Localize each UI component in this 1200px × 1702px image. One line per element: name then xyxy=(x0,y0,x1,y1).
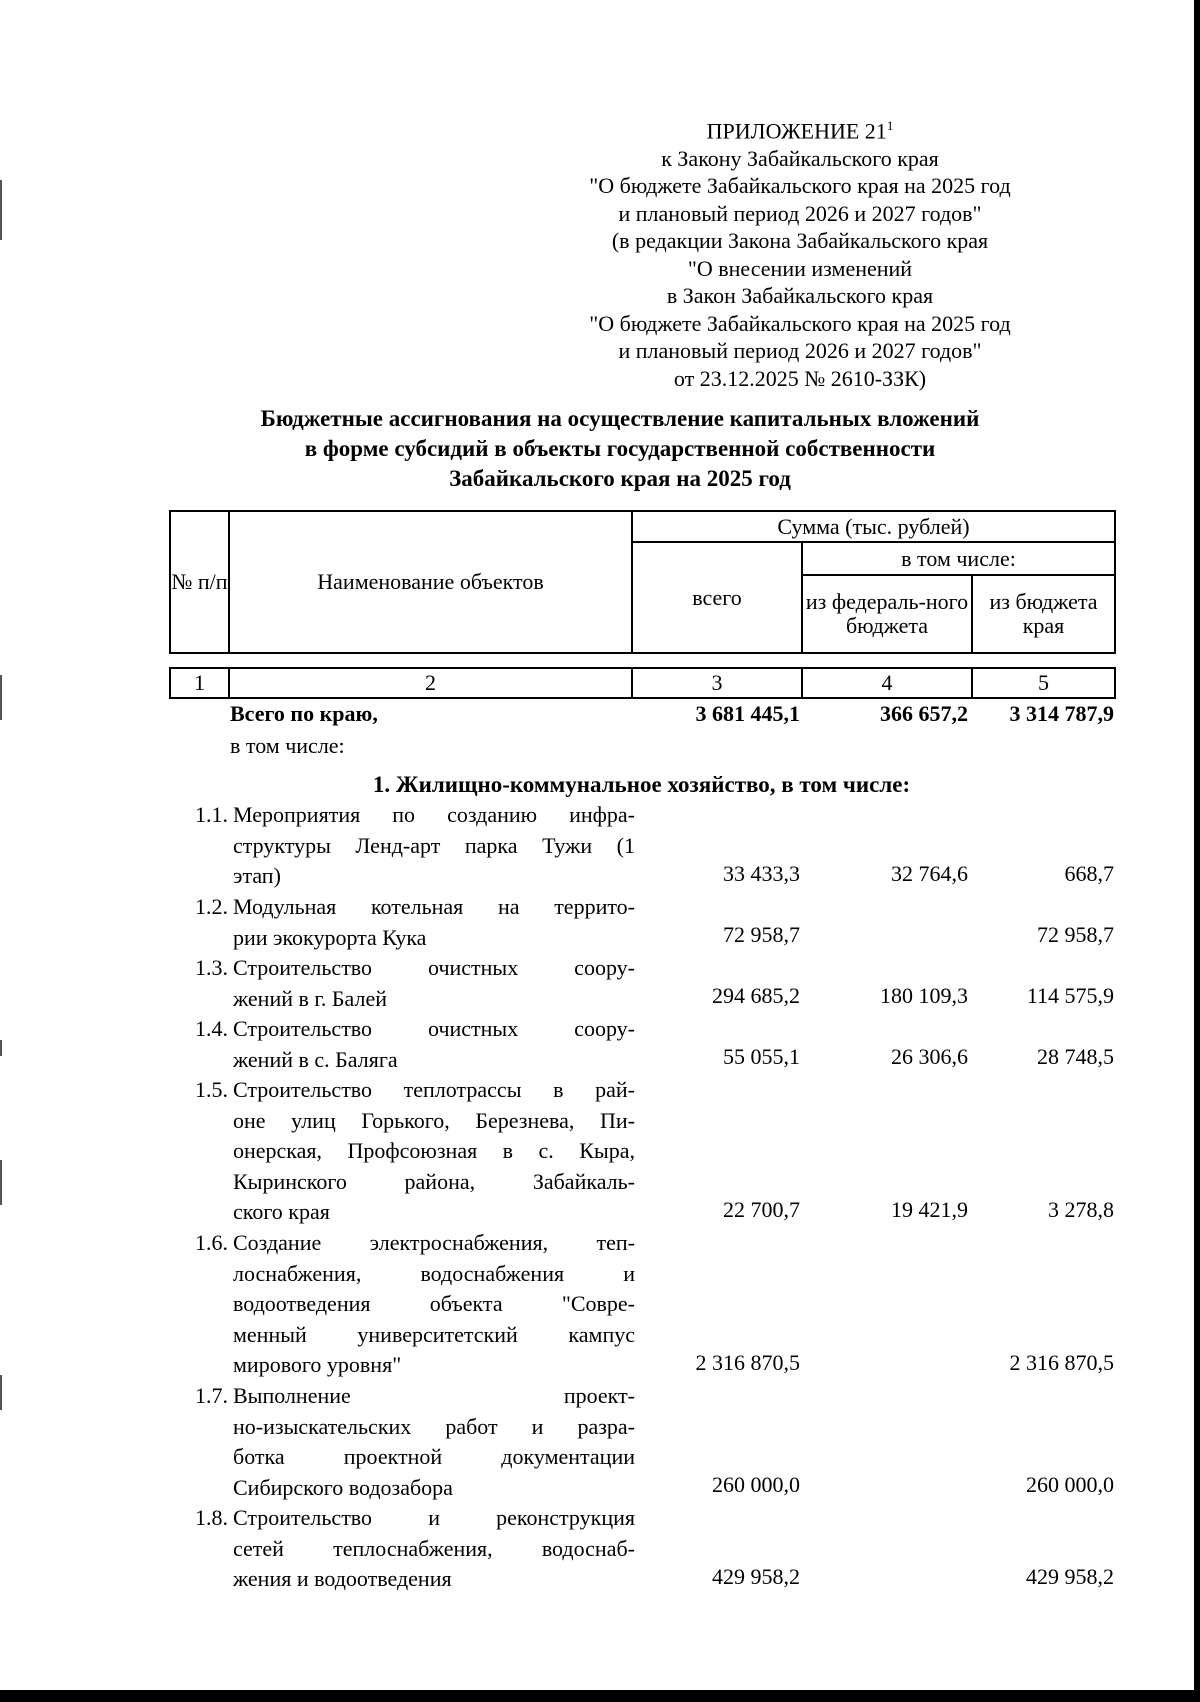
header-line: "О бюджете Забайкальского края на 2025 год xyxy=(589,310,1011,336)
item-regional: 429 958,2 xyxy=(1026,1564,1114,1589)
page-border-bottom xyxy=(0,1690,1200,1702)
scan-edge-mark xyxy=(0,180,2,240)
list-item xyxy=(170,1503,970,1595)
list-item xyxy=(170,1228,970,1381)
column-number: 4 xyxy=(802,668,972,698)
total-sum: 3 681 445,1 xyxy=(695,701,800,726)
appendix-header xyxy=(520,112,1080,392)
column-number: 5 xyxy=(972,668,1115,698)
item-regional: 260 000,0 xyxy=(1026,1472,1114,1497)
header-line: к Закону Забайкальского края xyxy=(661,145,939,171)
table-header xyxy=(169,510,1116,654)
scan-edge-mark xyxy=(0,1375,2,1410)
item-federal: 32 764,6 xyxy=(891,861,968,886)
item-name: Строительство очистных соору- жений в г. Балей xyxy=(233,955,635,1011)
header-including: в том числе: xyxy=(802,542,1115,575)
item-number: 1.7. xyxy=(195,1383,228,1408)
item-total: 22 700,7 xyxy=(723,1197,800,1222)
header-line: от 23.12.2025 № 2610-ЗЗК) xyxy=(673,365,927,391)
header-line: и плановый период 2026 и 2027 годов" xyxy=(618,338,982,364)
item-total: 2 316 870,5 xyxy=(695,1350,800,1375)
item-total: 260 000,0 xyxy=(712,1472,800,1497)
item-number: 1.4. xyxy=(195,1016,228,1041)
total-regional: 3 314 787,9 xyxy=(1009,701,1114,726)
item-name: Строительство и реконструкция сетей теплоснабжения, водоснаб- жения и водоотведения xyxy=(233,1505,635,1591)
header-total: всего xyxy=(632,542,802,653)
scan-edge-mark xyxy=(0,1040,2,1056)
list-item xyxy=(170,1381,970,1503)
header-line: и плановый период 2026 и 2027 годов" xyxy=(618,200,982,226)
item-federal: 180 109,3 xyxy=(880,983,968,1008)
item-number: 1.3. xyxy=(195,955,228,980)
item-number: 1.1. xyxy=(195,802,228,827)
appendix-title: ПРИЛОЖЕНИЕ $21^1$ xyxy=(706,118,894,144)
header-col-name: Наименование объектов xyxy=(229,511,632,653)
scan-edge-mark xyxy=(0,1160,2,1205)
item-number: 1.6. xyxy=(195,1230,228,1255)
item-federal: 19 421,9 xyxy=(891,1197,968,1222)
item-federal: 26 306,6 xyxy=(891,1044,968,1069)
scan-edge-mark xyxy=(0,675,2,720)
item-name: Строительство очистных соору- жений в с. Баляга xyxy=(233,1016,635,1072)
header-line: (в редакции Закона Забайкальского края xyxy=(611,228,989,254)
item-name: Модульная котельная на террито- рии экокурорта Кука xyxy=(233,894,635,950)
item-regional: 72 958,7 xyxy=(1037,922,1114,947)
header-federal: из федераль-ного бюджета xyxy=(802,575,972,653)
item-number: 1.5. xyxy=(195,1077,228,1102)
list-item xyxy=(170,1075,970,1228)
item-regional: 668,7 xyxy=(1064,861,1114,886)
item-total: 429 958,2 xyxy=(712,1564,800,1589)
list-item xyxy=(170,1014,970,1075)
list-item xyxy=(170,892,970,953)
item-name: Создание электроснабжения, теп- лоснабжения, водоснабжения и водоотведения объекта "Совре- менный университетский кампус мирового уровня" xyxy=(233,1230,635,1377)
header-sum: Сумма (тыс. рублей) xyxy=(632,511,1115,542)
item-regional: 2 316 870,5 xyxy=(1009,1350,1114,1375)
total-federal: 366 657,2 xyxy=(880,701,968,726)
item-total: 55 055,1 xyxy=(723,1044,800,1069)
section-title: 1. Жилищно-коммунальное хозяйство, в том числе: xyxy=(372,772,911,797)
header-line: "О бюджете Забайкальского края на 2025 год xyxy=(589,173,1011,199)
item-regional: 114 575,9 xyxy=(1026,983,1114,1008)
item-name: Строительство теплотрассы в рай- оне улиц Горького, Березнева, Пи- онерская, Профсоюзная в с. Кыра, Кыринского района, Забайкаль- ского края xyxy=(233,1077,635,1224)
item-total: 33 433,3 xyxy=(723,861,800,886)
item-name: Мероприятия по созданию инфра- структуры Ленд-арт парка Тужи (1 этап) xyxy=(233,802,635,888)
document-title: Бюджетные ассигнования на осуществление капитальных вложений в форме субсидий в объекты государственной собственности Забайкальского края на 2025 год xyxy=(260,406,980,491)
header-line: "О внесении изменений xyxy=(687,255,913,281)
total-label: Всего по краю, xyxy=(230,701,378,726)
header-line: в Закон Забайкальского края xyxy=(666,283,934,309)
column-number: 3 xyxy=(632,668,802,698)
list-item xyxy=(170,953,970,1014)
header-col-no: № п/п xyxy=(170,511,229,653)
item-number: 1.8. xyxy=(195,1505,228,1530)
item-name: Выполнение проект- но-изыскательских работ и разра- ботка проектной документации Сибирского водозабора xyxy=(233,1383,635,1500)
item-number: 1.2. xyxy=(195,894,228,919)
item-regional: 28 748,5 xyxy=(1037,1044,1114,1069)
column-number: 2 xyxy=(229,668,632,698)
column-number: 1 xyxy=(170,668,229,698)
column-number-row xyxy=(169,667,1116,699)
header-regional: из бюджета края xyxy=(972,575,1115,653)
item-total: 294 685,2 xyxy=(712,983,800,1008)
item-total: 72 958,7 xyxy=(723,922,800,947)
list-item xyxy=(170,800,970,892)
total-including: в том числе: xyxy=(230,733,345,758)
page-border-right xyxy=(1194,0,1200,1702)
item-regional: 3 278,8 xyxy=(1048,1197,1114,1222)
